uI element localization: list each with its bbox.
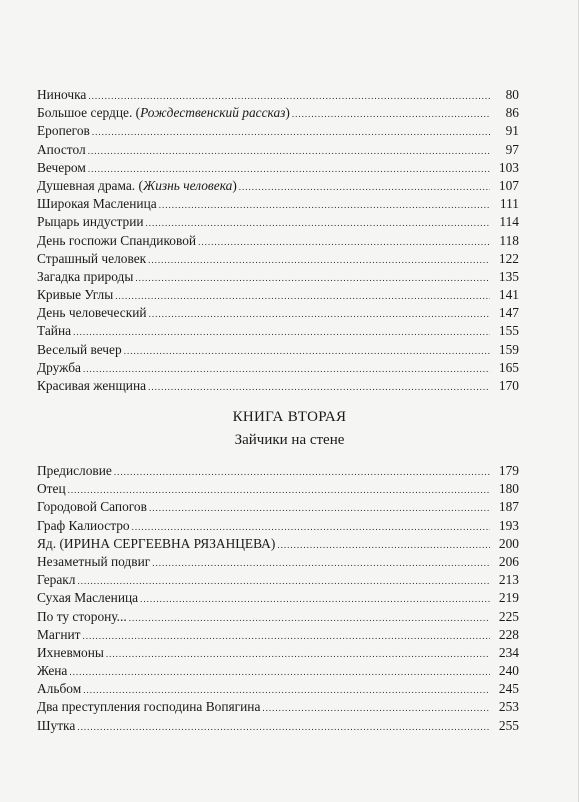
- toc-entry: [37, 662, 519, 680]
- toc-entry-title: [37, 322, 71, 340]
- dot-leader: [78, 572, 491, 590]
- toc-entry-title-text: Кривые Углы: [37, 287, 114, 303]
- toc-entry-title-text: Альбом: [37, 681, 82, 697]
- toc-entry-page: 141: [498, 287, 519, 303]
- toc-entry-title: [37, 141, 86, 159]
- toc-entry: [37, 141, 519, 159]
- toc-entry-page: 91: [505, 123, 519, 139]
- dot-leader: [292, 105, 490, 123]
- toc-section-2: [37, 462, 519, 735]
- toc-entry-title: [37, 608, 127, 626]
- toc-entry-title: [37, 159, 86, 177]
- toc-entry-page: 225: [498, 608, 519, 624]
- toc-entry-title-text: День госпожи Спандиковой: [37, 232, 197, 248]
- dot-leader: [148, 251, 490, 269]
- toc-entry: [37, 698, 519, 716]
- dot-leader: [68, 481, 490, 499]
- toc-entry-title-text: Два преступления господина Вопягина: [37, 699, 261, 715]
- dot-leader: [129, 609, 490, 627]
- toc-entry-title-text: Дружба: [37, 359, 82, 375]
- book-title: КНИГА ВТОРАЯ: [232, 409, 347, 425]
- toc-entry: [37, 122, 519, 140]
- dot-leader: [88, 142, 490, 160]
- toc-entry-title: [37, 571, 76, 589]
- toc-entry: [37, 359, 519, 377]
- toc-entry: [37, 286, 519, 304]
- toc-entry-page: 159: [498, 341, 519, 357]
- toc-entry-title-suffix: ): [232, 177, 237, 193]
- toc-entry-genre: Рождественский рассказ: [140, 105, 286, 121]
- toc-entry-title-text: Ниночка: [37, 87, 87, 102]
- toc-entry-title: [37, 517, 130, 535]
- toc-entry-page: 200: [498, 535, 519, 551]
- toc-entry-title-text: Отец: [37, 481, 66, 497]
- toc-entry-title: [37, 104, 290, 122]
- toc-entry: [37, 644, 519, 662]
- toc-entry: [37, 498, 519, 516]
- toc-entry-page: 179: [498, 463, 519, 478]
- dot-leader: [149, 305, 490, 323]
- dot-leader: [106, 645, 490, 663]
- toc-entry-title-text: Апостол: [37, 141, 86, 157]
- toc-entry-title: [37, 680, 81, 698]
- toc-entry: [37, 680, 519, 698]
- toc-entry-title: [37, 480, 66, 498]
- toc-entry-title-text: Незаметный подвиг: [37, 553, 151, 569]
- dot-leader: [115, 287, 490, 305]
- toc-entry-title: [37, 195, 157, 213]
- toc-entry-title-text: Предисловие: [37, 463, 112, 478]
- toc-entry-title-text: Магнит: [37, 626, 81, 642]
- toc-entry-title: [37, 341, 122, 359]
- toc-entry: [37, 268, 519, 286]
- toc-entry-page: 187: [498, 499, 519, 515]
- dot-leader: [69, 663, 490, 681]
- toc-entry-title-text: Тайна: [37, 323, 72, 339]
- toc-entry-title-text: Жена: [37, 663, 68, 679]
- toc-entry-page: 180: [498, 481, 519, 497]
- toc-entry-title-text: Яд. (ИРИНА СЕРГЕЕВНА РЯЗАНЦЕВА): [37, 535, 276, 551]
- toc-entry-title: [37, 644, 104, 662]
- toc-entry-page: 97: [505, 141, 519, 157]
- toc-entry: [37, 571, 519, 589]
- dot-leader: [135, 269, 490, 287]
- book-subtitle: Зайчики на стене: [234, 432, 345, 448]
- toc-entry-page: 165: [498, 359, 519, 375]
- dot-leader: [88, 87, 490, 105]
- toc-entry: [37, 517, 519, 535]
- dot-leader: [146, 214, 490, 232]
- dot-leader: [149, 499, 490, 517]
- dot-leader: [148, 378, 490, 396]
- toc-entry-title-text: Сухая Масленица: [37, 590, 139, 606]
- dot-leader: [124, 342, 490, 360]
- toc-entry: [37, 553, 519, 571]
- toc-entry-title-text: Граф Калиостро: [37, 517, 130, 533]
- toc-entry-title-text: Рыцарь индустрии: [37, 214, 144, 230]
- toc-entry-title: [37, 717, 75, 735]
- toc-entry-title: [37, 698, 260, 716]
- dot-leader: [114, 463, 490, 481]
- toc-entry-title-text: День человеческий: [37, 305, 147, 321]
- toc-entry: [37, 86, 519, 104]
- toc-entry-title: [37, 250, 146, 268]
- toc-entry-title-text: Душевная драма. (: [37, 177, 143, 193]
- toc-entry: [37, 304, 519, 322]
- toc-entry: [37, 159, 519, 177]
- toc-entry-page: 228: [498, 626, 519, 642]
- toc-entry-genre: Жизнь человека: [142, 177, 233, 193]
- toc-entry-page: 135: [498, 268, 519, 284]
- toc-entry-title-text: Загадка природы: [37, 268, 134, 284]
- dot-leader: [77, 718, 490, 736]
- toc-entry: [37, 480, 519, 498]
- toc-entry-page: 213: [498, 572, 519, 588]
- toc-entry: [37, 322, 519, 340]
- toc-entry-page: 245: [498, 681, 519, 697]
- toc-entry-title-text: Большое сердце. (: [37, 105, 141, 121]
- toc-entry-title: [37, 268, 133, 286]
- toc-entry-page: 206: [498, 553, 519, 569]
- toc-entry-title: [37, 232, 196, 250]
- toc-entry: [37, 177, 519, 195]
- toc-entry-title: [37, 213, 144, 231]
- toc-entry-page: 255: [498, 717, 519, 733]
- toc-entry-title: [37, 304, 147, 322]
- toc-entry: [37, 626, 519, 644]
- toc-entry-title: [37, 86, 86, 104]
- toc-entry: [37, 717, 519, 735]
- toc-entry-page: 170: [498, 378, 519, 393]
- toc-entry-page: 155: [498, 323, 519, 339]
- toc-entry-title: [37, 589, 138, 607]
- toc-entry-title-text: Городовой Сапогов: [37, 499, 147, 515]
- toc-entry: [37, 377, 519, 395]
- toc-entry-title: [37, 462, 112, 480]
- toc-entry-title: [37, 122, 90, 140]
- toc-entry-title-text: Страшный человек: [37, 250, 147, 266]
- toc-entry-title: [37, 286, 113, 304]
- toc-entry-title-text: Широкая Масленица: [37, 196, 157, 212]
- toc-entry-page: 114: [499, 214, 519, 230]
- toc-entry-title-suffix: ): [285, 105, 290, 121]
- toc-entry-page: 219: [498, 590, 519, 606]
- toc-entry-page: 253: [498, 699, 519, 715]
- toc-entry: [37, 213, 519, 231]
- toc-entry: [37, 341, 519, 359]
- dot-leader: [83, 681, 490, 699]
- dot-leader: [83, 360, 490, 378]
- toc-entry-title-text: Геракл: [37, 572, 76, 588]
- toc-entry: [37, 535, 519, 553]
- dot-leader: [83, 627, 490, 645]
- toc-entry-title-text: По ту сторону...: [37, 608, 127, 624]
- dot-leader: [277, 536, 490, 554]
- dot-leader: [262, 699, 490, 717]
- toc-entry-page: 86: [505, 105, 519, 121]
- toc-entry-title-text: Ихневмоны: [37, 644, 104, 660]
- dot-leader: [88, 160, 490, 178]
- toc-entry-page: 147: [498, 305, 519, 321]
- toc-entry-page: 111: [499, 196, 519, 212]
- toc-entry-title: [37, 535, 275, 553]
- toc-entry-page: 80: [505, 87, 519, 102]
- toc-entry-page: 103: [498, 159, 519, 175]
- toc-entry-title: [37, 377, 146, 395]
- dot-leader: [159, 196, 490, 214]
- toc-entry-title-text: Веселый вечер: [37, 341, 122, 357]
- toc-entry-page: 107: [498, 177, 519, 193]
- toc-entry-page: 193: [498, 517, 519, 533]
- toc-entry-title: [37, 359, 81, 377]
- toc-entry-page: 118: [499, 232, 519, 248]
- toc-entry: [37, 462, 519, 480]
- toc-entry: [37, 608, 519, 626]
- toc-entry-title-text: Вечером: [37, 159, 86, 175]
- dot-leader: [152, 554, 490, 572]
- toc-entry: [37, 250, 519, 268]
- toc-entry-page: 122: [498, 250, 519, 266]
- toc-entry-page: 234: [498, 644, 519, 660]
- toc-entry-title-text: Шутка: [37, 717, 76, 733]
- toc-entry: [37, 232, 519, 250]
- toc-entry-title: [37, 662, 67, 680]
- dot-leader: [140, 590, 490, 608]
- toc-entry-title: [37, 553, 150, 571]
- toc-entry-title: [37, 626, 81, 644]
- dot-leader: [132, 518, 490, 536]
- toc-entry: [37, 195, 519, 213]
- toc-entry: [37, 104, 519, 122]
- toc-entry-title: [37, 177, 237, 195]
- toc-entry-title: [37, 498, 147, 516]
- toc-entry: [37, 589, 519, 607]
- dot-leader: [239, 178, 490, 196]
- toc-entry-page: 240: [498, 663, 519, 679]
- dot-leader: [92, 123, 490, 141]
- toc-section-1: [37, 86, 519, 395]
- toc-entry-title-text: Красивая женщина: [37, 378, 147, 393]
- dot-leader: [73, 323, 490, 341]
- toc-entry-title-text: Еропегов: [37, 123, 90, 139]
- dot-leader: [198, 233, 490, 251]
